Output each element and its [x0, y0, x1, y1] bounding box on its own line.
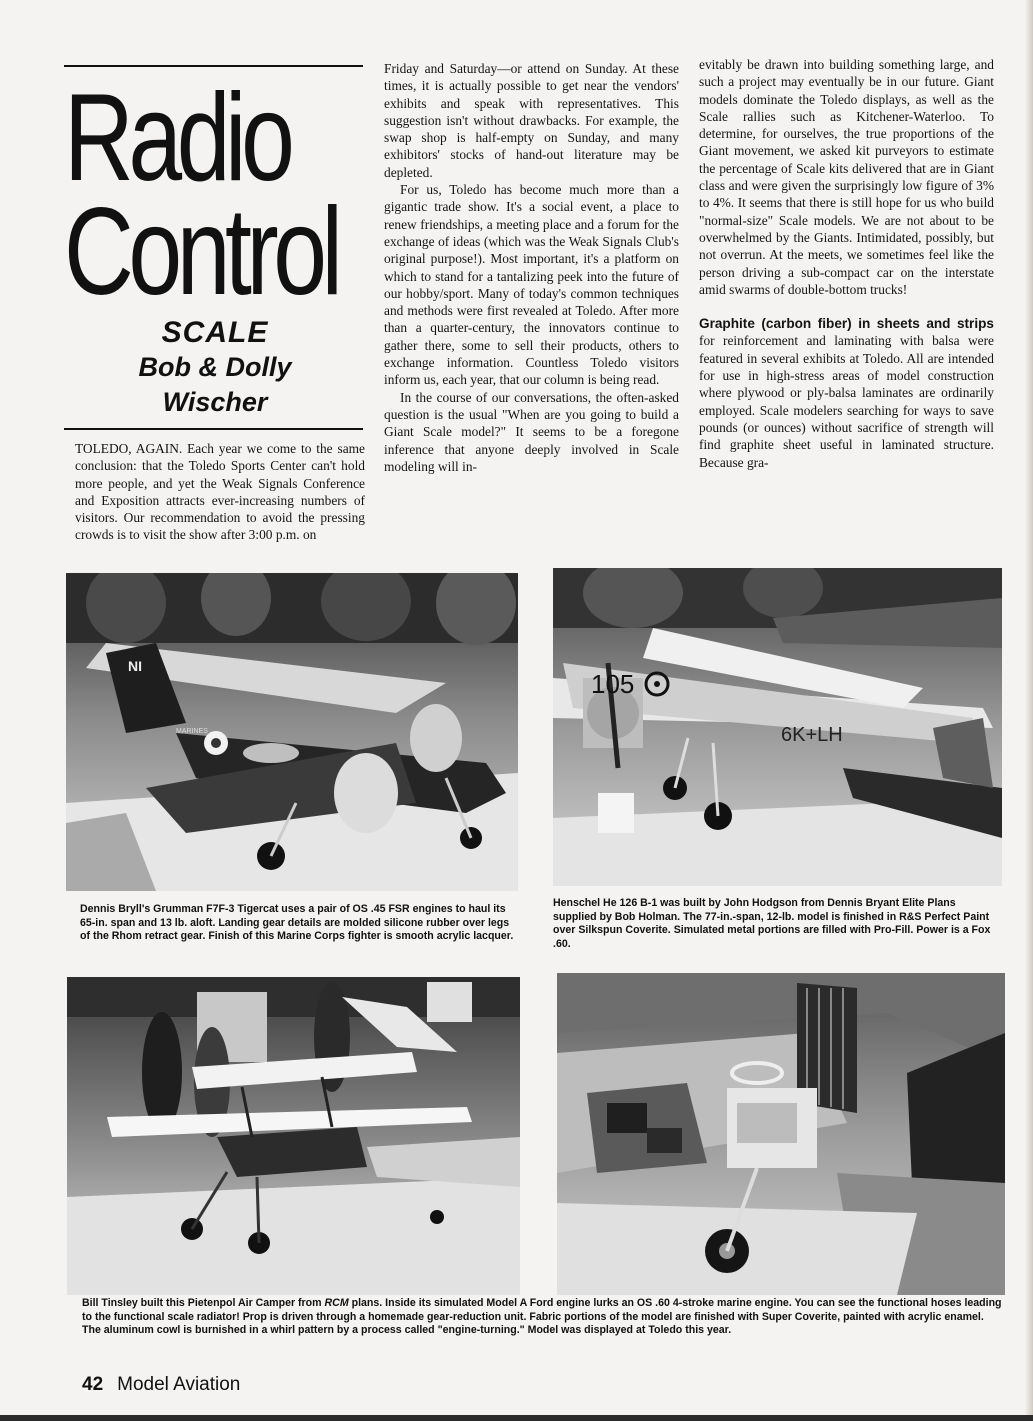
caption-tigercat: Dennis Bryll's Grumman F7F-3 Tigercat uses a pair of OS .45 FSR engines to haul its 65-in. span and 13 lb. aloft. Landing gear details are molded silicone rubber over legs of the Rhom retract gear. Finish of this Marine Corps fighter is smooth acrylic lacquer.	[80, 903, 514, 943]
magazine-name: Model Aviation	[117, 1374, 241, 1395]
author-line-2: Wischer	[162, 387, 268, 417]
photo-engine-detail-image	[557, 973, 1005, 1295]
title-bottom-rule	[64, 428, 363, 430]
col2-paragraph-3: In the course of our conversations, the often-asked question is the usual "When are you going to build a Giant Scale model?" It seems to be a foregone inference that anyone deeply involved in Scale modeling will in-	[384, 389, 679, 474]
column-1	[75, 440, 365, 544]
tigercat-tail-text: NI	[128, 658, 142, 674]
col1-paragraph-1: TOLEDO, AGAIN. Each year we come to the same conclusion: that the Toledo Sports Center can't hold more people, and yet the Weak Signals Conference and Exposition attracts ever-increasing numbers of visitors. Our recommendation to avoid the pressing crowds is to visit the show after 3:00 p.m. on	[75, 441, 365, 543]
henschel-registration-text: 6K+LH	[781, 724, 843, 746]
col2-paragraph-1: Friday and Saturday—or attend on Sunday. At these times, it is actually possible to get near the vendors' exhibits and speak with representatives. This suggestion isn't without drawbacks. For example, the swap shop is half-empty on Sunday, and many exhibitors' stocks of hand-out literature may be depleted.	[384, 61, 679, 180]
page-number: 42	[82, 1374, 104, 1395]
photo-tigercat-image	[66, 573, 518, 891]
section-label: SCALE	[161, 316, 269, 349]
col3-paragraph-2	[699, 315, 994, 471]
caption-henschel: Henschel He 126 B-1 was built by John Hodgson from Dennis Bryant Elite Plans supplied by Bob Holman. The 77-in.-span, 12-lb. model is finished in R&S Perfect Paint over Silkspun Coverite. Simulated metal portions are filled with Pro-Fill. Power is a Fox .60.	[553, 897, 991, 950]
caption-pietenpol-part-1: Bill Tinsley built this Pietenpol Air Camper from	[82, 1297, 325, 1309]
title-top-rule	[64, 65, 363, 67]
henschel-code-text: 105	[591, 669, 635, 699]
page-edge-bottom	[0, 1415, 1033, 1421]
col3-paragraph-2-body: for reinforcement and laminating with balsa were featured in several exhibits at Toledo. All are intended for use in high-stress areas of model construction where plywood or ply-balsa laminates are ordinarily employed. Scale modelers searching for ways to save pounds (or ounces) without sacrifice of strength will find graphite sheet useful in laminated structure. Because gra-	[699, 333, 994, 470]
title-radio: Radio	[64, 69, 290, 207]
column-3	[699, 56, 994, 471]
column-2	[384, 60, 679, 475]
photo-engine-detail	[557, 973, 1005, 1295]
photo-pietenpol	[67, 977, 520, 1295]
col2-paragraph-2: For us, Toledo has become much more than a gigantic trade show. It's a social event, a place to renew friendships, a meeting place and a forum for the exchange of ideas (which was the Weak Signals Club's original purpose!). Most important, it's a platform on which to stand for a tantalizing peek into the future of our hobby/sport. Many of today's common techniques and methods were first revealed at Toledo. After more than a quarter-century, the innovators continue to gather there, some to sell their products, others to exchange information. Countless Toledo visitors inform us, each year, that our column is being read.	[384, 182, 679, 388]
photo-henschel-image	[553, 568, 1002, 886]
author-line-1: Bob & Dolly	[138, 352, 292, 382]
col3-paragraph-1: evitably be drawn into building something large, and such a project may eventually be in our future. Giant models dominate the Toledo displays, as well as the Scale rallies such as Kitchener-Waterloo. To determine, for ourselves, the true proportions of the Giant movement, we asked kit purveyors to estimate the percentage of Scale kits delivered that are in Giant class and were given the surprisingly low figure of 3% to 4%. It seems that there is still hope for us who build "normal-size" Scale models. We are not about to be overwhelmed by the Giants. Intimidated, possibly, but not overrun. At the meets, we sometimes feel like the person driving a sub-compact car on the interstate amid swarms of double-bottom trucks!	[699, 57, 994, 297]
caption-pietenpol	[82, 1297, 1002, 1338]
page-footer	[82, 1374, 240, 1396]
photo-pietenpol-image	[67, 977, 520, 1295]
page-edge-right	[1025, 0, 1033, 1421]
title-control: Control	[64, 183, 338, 321]
photo-tigercat	[66, 573, 518, 891]
photo-henschel	[553, 568, 1002, 886]
col3-paragraph-2-lead: Graphite (carbon fiber) in sheets and strips	[699, 316, 994, 332]
tigercat-marking-text: MARINES	[176, 728, 208, 735]
caption-pietenpol-rcm: RCM	[324, 1297, 349, 1309]
caption-pietenpol-part-2: plans. Inside its simulated Model A Ford engine lurks an OS .60 4-stroke marine engine. You can see the functional hoses leading to the functional scale radiator! Prop is driven through a homemade gear-reduction unit. Fabric portions of the model are finished with Super Coverite, painted with acrylic enamel. The aluminum cowl is burnished in a whirl pattern by a process called "engine-turning." Model was displayed at Toledo this year.	[82, 1297, 1002, 1337]
